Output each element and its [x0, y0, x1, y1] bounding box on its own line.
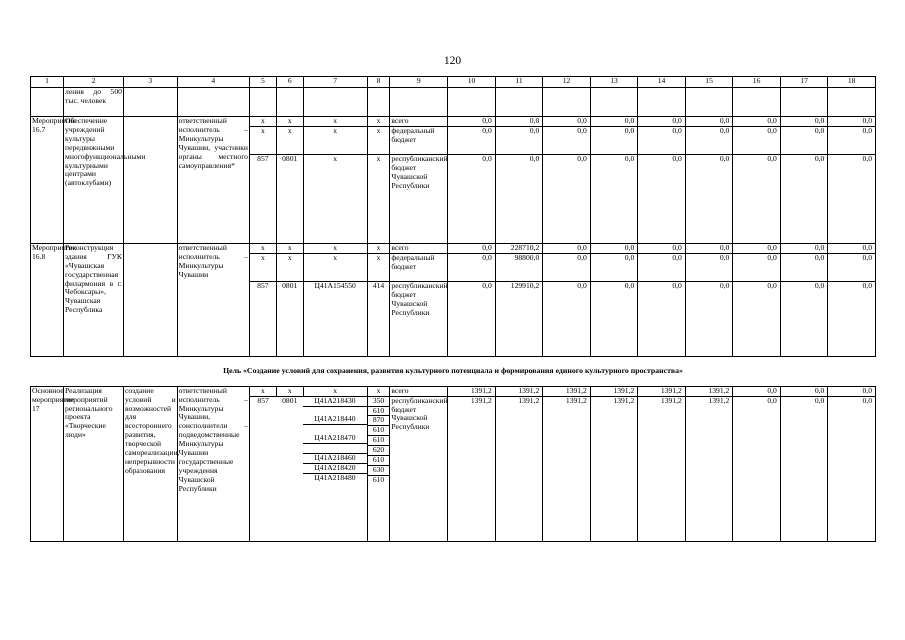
kbk-code: Ц41А218470 [303, 434, 367, 444]
cell: 0,0 [448, 253, 496, 281]
col-header: 11 [495, 77, 543, 88]
cell: 0,0 [733, 243, 781, 253]
col-header: 13 [590, 77, 638, 88]
cell: 1391,2 [638, 386, 686, 396]
expense-type: 610 [368, 456, 390, 466]
cell: 0,0 [685, 281, 733, 356]
cell: 1391,2 [685, 396, 733, 541]
cell: 228710,2 [495, 243, 543, 253]
measure-executor: ответственный исполнитель – Минкультуры Чувашии, соисполнители – подведомственные Минкультуры Чувашии государственные учреждения Чувашской Республики [177, 386, 249, 541]
cell: x [249, 117, 276, 127]
expense-types [367, 396, 390, 541]
cell: 857 [249, 154, 276, 243]
measure-executor: ответственный исполнитель – Минкультуры Чувашии, участники органы местного самоуправления* [177, 117, 249, 244]
cell: 0,0 [590, 154, 638, 243]
col-header: 2 [64, 77, 124, 88]
goal-title: Цель «Создание условий для сохранения, развития культурного потенциала и формирования единого культурного пространства» [223, 365, 683, 375]
cell: республиканский бюджет Чувашской Республики [390, 154, 448, 243]
cell: 98800,0 [495, 253, 543, 281]
cell: 1391,2 [638, 396, 686, 541]
cell: 0,0 [495, 117, 543, 127]
cell: 0,0 [685, 253, 733, 281]
cell: 0,0 [495, 126, 543, 154]
col-header: 8 [367, 77, 390, 88]
expense-type: 610 [372, 474, 385, 484]
cell: 0,0 [780, 154, 828, 243]
cell: 1391,2 [448, 396, 496, 541]
cell: 0,0 [685, 117, 733, 127]
header-row [31, 77, 876, 88]
cell: 0,0 [590, 253, 638, 281]
cell: 1391,2 [543, 396, 591, 541]
cell: x [249, 386, 276, 396]
cell: 0,0 [828, 154, 876, 243]
kbk-code: Ц41А218430 [303, 397, 367, 407]
cell: 0,0 [543, 243, 591, 253]
cell: 0,0 [638, 253, 686, 281]
cell: всего [390, 243, 448, 253]
cell: x [303, 243, 367, 253]
col-header: 3 [123, 77, 177, 88]
kbk-code: Ц41А218460 [303, 454, 367, 464]
cell: x [367, 154, 390, 243]
cell: 0,0 [638, 243, 686, 253]
measure-id: Мероприятие 16.7 [31, 117, 64, 244]
cell: x [276, 126, 303, 154]
cell: 0,0 [495, 154, 543, 243]
col-header: 5 [249, 77, 276, 88]
cell: 0,0 [780, 117, 828, 127]
cell: x [367, 126, 390, 154]
cell: 0,0 [733, 126, 781, 154]
col-header: 10 [448, 77, 496, 88]
table-row [31, 386, 876, 396]
cell: 0,0 [685, 154, 733, 243]
cell: x [367, 386, 390, 396]
cell: 414 [367, 281, 390, 356]
cell: 0,0 [543, 117, 591, 127]
expense-type: 870 [368, 416, 390, 426]
cell: x [303, 126, 367, 154]
cell: Ц41А154550 [303, 281, 367, 356]
cell: 0,0 [828, 126, 876, 154]
cell: 0,0 [828, 253, 876, 281]
col-header: 12 [543, 77, 591, 88]
cont-text: ления до 500 тыс. человек [64, 88, 124, 117]
col-header: 7 [303, 77, 367, 88]
cell: x [276, 253, 303, 281]
cell: 0,0 [638, 117, 686, 127]
cell: 0,0 [780, 126, 828, 154]
col-header: 4 [177, 77, 249, 88]
kbk-codes [303, 396, 367, 541]
cell: x [249, 126, 276, 154]
cell: всего [390, 117, 448, 127]
expense-type: 630 [368, 466, 390, 476]
table-row [31, 243, 876, 253]
expense-type: 610 [368, 426, 390, 436]
expense-type: 350 [368, 397, 390, 407]
cell: 1391,2 [543, 386, 591, 396]
cell: x [303, 154, 367, 243]
cell: 0,0 [543, 126, 591, 154]
cell: 0,0 [685, 243, 733, 253]
col-header: 16 [733, 77, 781, 88]
goal-row [31, 364, 876, 379]
cell: 0,0 [733, 281, 781, 356]
cell: 0,0 [543, 253, 591, 281]
cell: 0,0 [780, 243, 828, 253]
measure-id: Основное мероприятие 17 [31, 386, 64, 541]
cell: федеральный бюджет [390, 253, 448, 281]
cell: x [249, 253, 276, 281]
kbk-code: Ц41А218420 [303, 464, 367, 474]
kbk-code: Ц41А218440 [303, 415, 367, 425]
cell: 129910,2 [495, 281, 543, 356]
cell: 0,0 [590, 281, 638, 356]
cell: x [303, 386, 367, 396]
cell: федеральный бюджет [390, 126, 448, 154]
cell: 0,0 [590, 126, 638, 154]
cell: 0,0 [733, 117, 781, 127]
measure-goal: создание условий и возможностей для всестороннего развития, творческой самореализации, непрерывности образования [123, 386, 177, 541]
cell: 1391,2 [590, 386, 638, 396]
col-header: 17 [780, 77, 828, 88]
cell: 0,0 [448, 154, 496, 243]
cell: 0,0 [780, 396, 828, 541]
expense-type: 610 [368, 407, 390, 417]
cell: 0,0 [543, 281, 591, 356]
cell: 857 [249, 396, 276, 541]
col-header: 1 [31, 77, 64, 88]
kbk-code: Ц41А218480 [314, 472, 356, 482]
col-header: 18 [828, 77, 876, 88]
cell: 0,0 [828, 396, 876, 541]
cell: 0,0 [448, 243, 496, 253]
cell: 0,0 [780, 386, 828, 396]
cell: 0,0 [590, 117, 638, 127]
cell: 1391,2 [590, 396, 638, 541]
measure-title: Реконструкция здания ГУК «Чувашская государственная филармония в г. Чебоксары», Чувашская Республика [64, 243, 124, 356]
measure-id: Мероприятие 16.8 [31, 243, 64, 356]
cell: 0,0 [543, 154, 591, 243]
cell: 0801 [276, 154, 303, 243]
cell: 0801 [276, 281, 303, 356]
cell: 0,0 [780, 281, 828, 356]
cell: 0,0 [828, 281, 876, 356]
cell: 857 [249, 281, 276, 356]
cell: 0,0 [828, 117, 876, 127]
cell: 0,0 [638, 281, 686, 356]
cell: 0,0 [733, 154, 781, 243]
expense-type: 620 [368, 446, 390, 456]
cell: 0,0 [448, 281, 496, 356]
cell: 0801 [276, 396, 303, 541]
table-row [31, 88, 876, 117]
measure-executor: ответственный исполнитель – Минкультуры Чувашии [177, 243, 249, 356]
measure-title: Обеспечение учреждений культуры передвижными многофункциональными культурными центрами (автоклубами) [64, 117, 124, 244]
cell: x [367, 117, 390, 127]
cell: 0,0 [780, 253, 828, 281]
cell: x [303, 117, 367, 127]
measure-title: Реализация мероприятий регионального проекта «Творческие люди» [64, 386, 124, 541]
cell: 0,0 [638, 126, 686, 154]
cell: 0,0 [638, 154, 686, 243]
cell: республиканский бюджет Чувашской Республики [390, 396, 448, 541]
cell: x [367, 253, 390, 281]
col-header: 6 [276, 77, 303, 88]
cell: 0,0 [448, 117, 496, 127]
cell: 1391,2 [448, 386, 496, 396]
cell: x [367, 243, 390, 253]
cell: x [276, 243, 303, 253]
cell: 0,0 [733, 396, 781, 541]
cell: 1391,2 [495, 396, 543, 541]
cell: x [276, 386, 303, 396]
page-number: 120 [443, 55, 462, 67]
cell: 0,0 [733, 253, 781, 281]
budget-table [30, 76, 876, 542]
expense-type: 610 [368, 436, 390, 446]
cell: 0,0 [733, 386, 781, 396]
cell: 0,0 [828, 386, 876, 396]
col-header: 14 [638, 77, 686, 88]
cell: 1391,2 [685, 386, 733, 396]
col-header: 15 [685, 77, 733, 88]
cell: 0,0 [448, 126, 496, 154]
cell: x [249, 243, 276, 253]
cell: x [276, 117, 303, 127]
cell: 0,0 [685, 126, 733, 154]
cell: 0,0 [828, 243, 876, 253]
cell: 1391,2 [495, 386, 543, 396]
cell: республиканский бюджет Чувашской Республики [390, 281, 448, 356]
cell: 0,0 [590, 243, 638, 253]
table-row [31, 117, 876, 127]
col-header: 9 [390, 77, 448, 88]
cell: всего [390, 386, 448, 396]
cell: x [303, 253, 367, 281]
